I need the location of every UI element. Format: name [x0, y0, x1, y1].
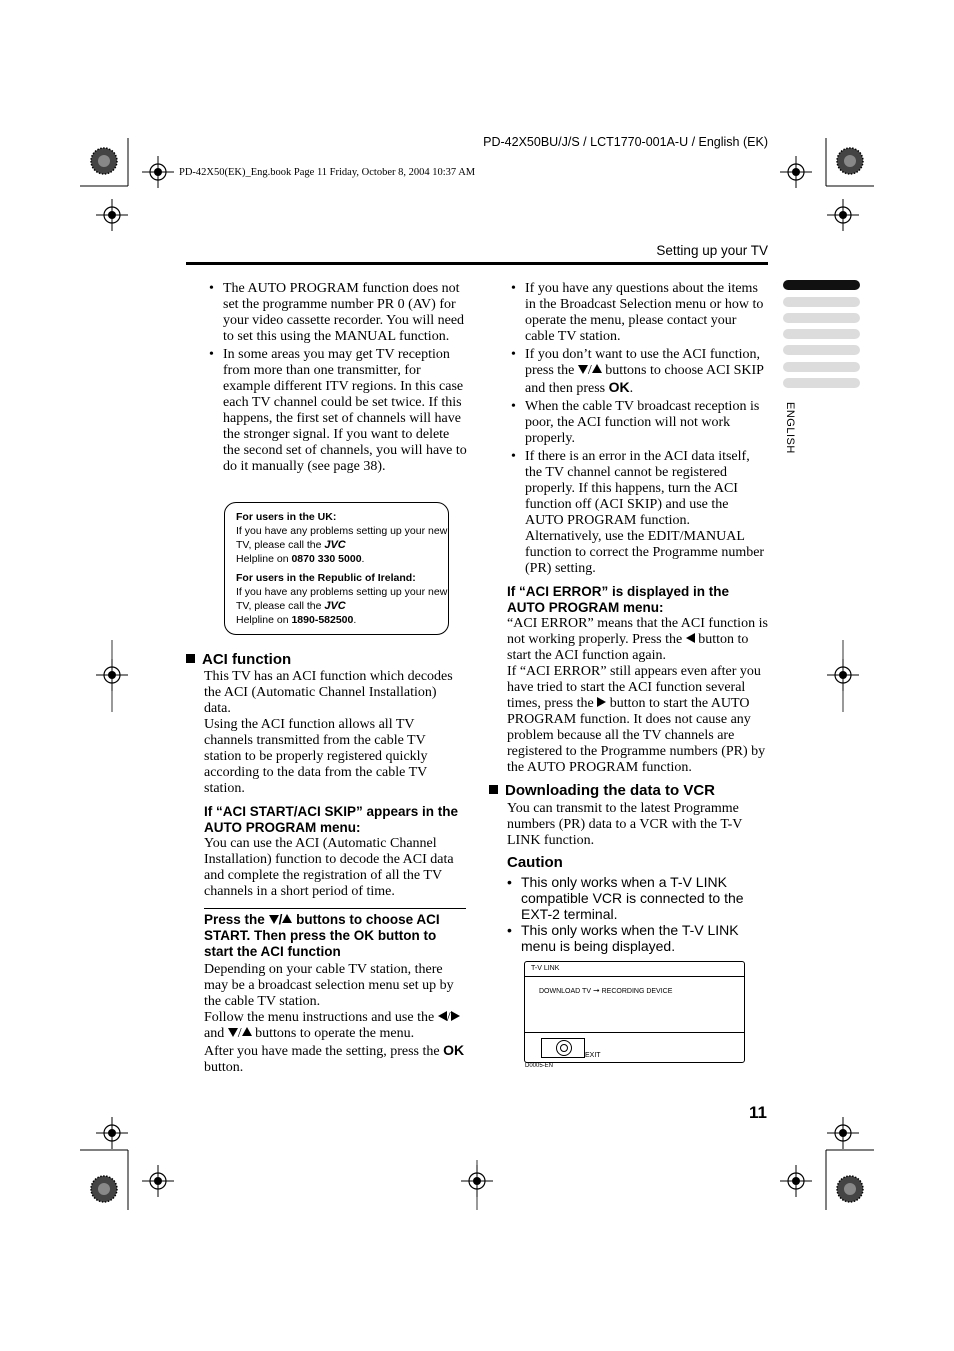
aci-body	[204, 669, 466, 900]
ie-text: If you have any problems setting up your new TV, please call the	[236, 586, 448, 612]
page-number: 11	[749, 1103, 767, 1122]
header-rule	[186, 262, 768, 265]
vcr-heading: Downloading the data to VCR	[489, 782, 715, 800]
model-line: PD-42X50BU/J/S / LCT1770-001A-U / English (EK)	[483, 135, 768, 149]
down-arrow-icon	[578, 365, 588, 374]
aci-paragraph: This TV has an ACI function which decodes the ACI (Automatic Channel Installation) data.	[204, 669, 453, 716]
up-arrow-icon	[242, 1027, 252, 1036]
aci-sub-text: You can use the ACI (Automatic Channel Installation) function to decode the ACI data and complete the registration of all the TV channels in a short period of time.	[204, 836, 454, 899]
arrow-right-icon: ➞	[592, 986, 600, 995]
caution-heading: Caution	[507, 854, 563, 871]
tv-link-menu	[524, 961, 745, 1063]
caution-item: • This only works when a T-V LINK compatible VCR is connected to the EXT-2 terminal.	[507, 874, 762, 922]
right-arrow-icon	[597, 697, 606, 707]
step-heading: Press the / buttons to choose ACI START. Then press the OK button to start the ACI function	[204, 912, 440, 959]
left-arrow-icon	[686, 633, 695, 643]
ie-helpline-prefix: Helpline on	[236, 614, 289, 626]
uk-helpline-prefix: Helpline on	[236, 553, 289, 565]
list-item: • If you don’t want to use the ACI function, press the / buttons to choose ACI SKIP and then press OK.	[507, 347, 769, 397]
caution-item: • This only works when the T-V LINK menu is being displayed.	[507, 922, 762, 954]
menu-item: DOWNLOAD TV ➞ RECORDING DEVICE	[539, 986, 673, 995]
menu-divider	[525, 976, 744, 977]
step-rule	[204, 908, 466, 909]
remote-key-icon	[541, 1038, 585, 1058]
caution-block	[507, 854, 762, 954]
list-item: • The AUTO PROGRAM function does not set the programme number PR 0 (AV) for your video cassette recorder. You will need to set this using the MANUAL function.	[205, 281, 467, 345]
ie-title: For users in the Republic of Ireland:	[236, 572, 416, 584]
error-paragraph: If “ACI ERROR” still appears even after you have tried to start the ACI function several times, press the button to start the AUTO PROGRAM function. It does not cause any problem because all the TV channels are registered to the Programme numbers (PR) by the AUTO PROGRAM function.	[507, 664, 766, 775]
side-tab-label: ENGLISH	[784, 402, 796, 454]
error-paragraph: “ACI ERROR” means that the ACI function is not working properly. Press the button to start the ACI function again.	[507, 616, 768, 663]
list-item: • If there is an error in the ACI data itself, the TV channel cannot be registered properly. If this happens, turn the ACI function off (ACI SKIP) and use the AUTO PROGRAM function. Alternatively, use the EDIT/MANUAL function to correct the Programme number (PR) setting.	[507, 449, 769, 577]
up-arrow-icon	[282, 914, 292, 923]
step-paragraph: Depending on your cable TV station, there may be a broadcast selection menu set up by the cable TV station.	[204, 962, 454, 1009]
menu-divider	[525, 1032, 744, 1033]
ok-icon: OK	[608, 379, 630, 395]
list-item: • When the cable TV broadcast reception is poor, the ACI function will not work properly.	[507, 399, 769, 447]
up-arrow-icon	[592, 364, 602, 373]
ie-number: 1890-582500	[291, 614, 354, 626]
ok-icon: OK	[353, 928, 375, 943]
aci-paragraph: Using the ACI function allows all TV channels transmitted from the cable TV station to be properly registered quickly according to the data from the cable TV station.	[204, 717, 428, 796]
exit-label: EXIT	[585, 1052, 601, 1059]
figure-code: D0005-EN	[525, 1063, 554, 1069]
ie-end: .	[353, 614, 357, 626]
list-item: • In some areas you may get TV reception from more than one transmitter, for example different ITV regions. In this case each TV channel could be set twice. If this happens, the first set of channels will have the stronger signal. If you want to delete the second set of channels, you will have to do it manually (see page 38).	[205, 347, 467, 475]
jvc-logo: JVC	[324, 539, 346, 551]
left-arrow-icon	[438, 1011, 447, 1021]
uk-text: If you have any problems setting up your new TV, please call the	[236, 525, 448, 551]
uk-title: For users in the UK:	[236, 511, 337, 523]
jvc-logo: JVC	[324, 600, 346, 612]
step-paragraph: Follow the menu instructions and use the / and / buttons to operate the menu.	[204, 1010, 466, 1042]
uk-number: 0870 330 5000	[291, 553, 362, 565]
square-bullet-icon	[489, 785, 498, 794]
aci-heading: ACI function	[186, 651, 291, 669]
list-item: • If you have any questions about the items in the Broadcast Selection menu or how to operate the menu, please contact your cable TV station.	[507, 281, 769, 345]
vcr-text: You can transmit to the latest Programme numbers (PR) data to a VCR with the T-V LINK function.	[507, 801, 743, 848]
down-arrow-icon	[228, 1028, 238, 1037]
uk-end: .	[361, 553, 365, 565]
square-bullet-icon	[186, 654, 195, 663]
step-paragraph: After you have made the setting, press the OK button.	[204, 1042, 465, 1075]
error-heading: If “ACI ERROR” is displayed in the AUTO PROGRAM menu:	[507, 584, 730, 615]
book-info: PD-42X50(EK)_Eng.book Page 11 Friday, October 8, 2004 10:37 AM	[179, 167, 476, 178]
helpline-box	[224, 502, 449, 635]
step-block	[204, 912, 466, 1076]
down-arrow-icon	[269, 915, 279, 924]
left-column	[205, 281, 467, 477]
ok-icon: OK	[443, 1042, 465, 1058]
menu-title: T-V LINK	[531, 965, 560, 972]
section-title: Setting up your TV	[656, 243, 768, 258]
right-arrow-icon	[451, 1011, 460, 1021]
right-column	[507, 281, 769, 776]
aci-sub-heading: If “ACI START/ACI SKIP” appears in the AUTO PROGRAM menu:	[204, 804, 459, 835]
